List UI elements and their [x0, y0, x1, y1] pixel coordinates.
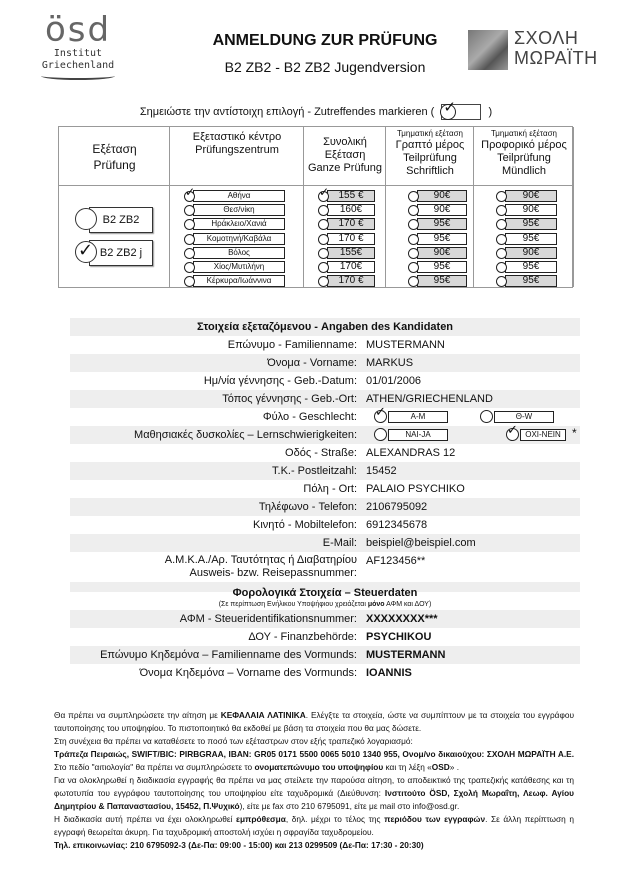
center-option[interactable]: Θεσ/νίκη	[193, 204, 285, 216]
written-exam-price-option[interactable]: 90€	[417, 204, 467, 216]
field-label: Οδός - Straße:	[285, 447, 357, 459]
center-option[interactable]: Αθήνα	[193, 190, 285, 202]
text-bold: ονοματεπώνυμο του υποψηφίου	[254, 762, 384, 772]
text-bold: εμπρόθεσμα	[236, 814, 286, 824]
field-guardian-surname	[70, 646, 580, 664]
tax-note-part2: ΑΦΜ και ΔΟΥ)	[384, 601, 432, 608]
field-city	[70, 480, 580, 498]
oral-exam-price-option[interactable]: 95€	[505, 218, 557, 230]
field-firstname	[70, 354, 580, 372]
field-label-line1: Α.Μ.Κ.Α./Αρ. Ταυτότητας ή Διαβατηρίου	[164, 554, 357, 566]
header-divider	[59, 185, 572, 186]
field-phone	[70, 498, 580, 516]
header-oral-line1: Τμηματική εξέταση	[491, 129, 557, 138]
footer-contact-phones	[54, 839, 574, 852]
field-label: Όνομα - Vorname:	[267, 357, 357, 369]
field-value[interactable]: ATHEN/GRIECHENLAND	[366, 393, 493, 405]
written-exam-price-option[interactable]: 90€	[417, 247, 467, 259]
field-gender	[70, 404, 580, 426]
check-icon: ✓	[507, 422, 518, 437]
written-exam-price-radio[interactable]	[408, 262, 419, 273]
example-checkbox	[441, 99, 481, 120]
field-label: Όνομα Κηδεμόνα – Vorname des Vormunds:	[139, 667, 357, 679]
footer-paragraph-3	[54, 748, 574, 774]
osd-logo	[38, 12, 118, 84]
full-exam-price-option[interactable]: 170 €	[327, 275, 375, 287]
field-street	[70, 444, 580, 462]
learning-yes-option[interactable]: NAI-JA	[388, 429, 448, 441]
center-option[interactable]: Βόλος	[193, 247, 285, 259]
oral-exam-price-radio[interactable]	[496, 191, 507, 202]
field-label: Πόλη - Ort:	[303, 483, 357, 495]
written-exam-price-option[interactable]: 95€	[417, 218, 467, 230]
gender-male-option[interactable]: A-M	[388, 411, 448, 423]
field-tax-office	[70, 628, 580, 646]
center-option[interactable]: Χίος/Μυτιλήνη	[193, 261, 285, 273]
text: » .	[449, 762, 460, 772]
text: , δηλ. μέχρι το τέλος της	[285, 814, 385, 824]
osd-logo-line2: Griechenland	[41, 60, 115, 71]
moraitis-logo-image	[468, 30, 508, 70]
tax-note-part1: (Σε περίπτωση Ενήλικου Υποψήφιου χρειάζεται	[218, 601, 368, 608]
field-email	[70, 534, 580, 552]
form-title: ANMELDUNG ZUR PRÜFUNG	[212, 32, 438, 49]
footer-paragraph-5	[54, 813, 574, 839]
field-value[interactable]: MUSTERMANN	[366, 649, 446, 661]
written-exam-price-option[interactable]: 95€	[417, 275, 467, 287]
field-value[interactable]: PSYCHIKOU	[366, 631, 432, 643]
oral-exam-price-option[interactable]: 90€	[505, 190, 557, 202]
moraitis-logo-line2: ΜΩΡΑΪΤΗ	[514, 48, 598, 68]
text-bold: ΚΕΦΑΛΑΙΑ ΛΑΤΙΝΙΚΑ	[220, 710, 306, 720]
field-value[interactable]: 2106795092	[366, 501, 428, 513]
field-value[interactable]: MARKUS	[366, 357, 414, 369]
oral-exam-price-option[interactable]: 95€	[505, 261, 557, 273]
center-option[interactable]: Ηράκλειο/Χανιά	[193, 218, 285, 230]
oral-exam-price-option[interactable]: 95€	[505, 233, 557, 245]
text: ), είτε με fax στο 210 6795091, είτε με mail στο info@osd.gr.	[239, 801, 460, 811]
field-mobile	[70, 516, 580, 534]
field-learning-difficulties	[70, 422, 580, 444]
field-label	[165, 554, 357, 580]
full-exam-price-radio[interactable]	[318, 234, 329, 245]
form-subtitle: B2 ZB2 - B2 ZB2 Jugendversion	[224, 59, 426, 75]
header-written-line2: Γραπτό μέρος	[395, 139, 465, 151]
written-exam-price-option[interactable]: 95€	[417, 233, 467, 245]
header-written-line3: Teilprüfung	[403, 152, 457, 164]
header-full	[304, 127, 386, 185]
full-exam-price-option[interactable]: 170 €	[327, 218, 375, 230]
field-value[interactable]: beispiel@beispiel.com	[366, 537, 476, 549]
footer-paragraph-4	[54, 774, 574, 813]
header-full-line3: Ganze Prüfung	[308, 162, 382, 174]
written-exam-price-radio[interactable]	[408, 234, 419, 245]
header-oral-line4: Mündlich	[501, 165, 547, 177]
field-value[interactable]: 6912345678	[366, 519, 428, 531]
full-exam-price-option[interactable]: 155€	[327, 247, 375, 259]
text-bold: περιόδου των εγγραφών	[384, 814, 486, 824]
header-written	[386, 127, 474, 185]
field-value[interactable]: ALEXANDRAS 12	[366, 447, 456, 459]
text-bold: OSD	[431, 762, 450, 772]
text: Η διαδικασία αυτή πρέπει να έχει ολοκληρωθεί	[54, 814, 237, 824]
text: Για να ολοκληρωθεί η διαδικασία εγγραφής θα πρέπει να μας στείλετε την παρούσα αίτηση, το αποδεικτικό της τραπεζικής κατάθεσης και τη φωτοτυπία του εγγράφου ταυτοποίησης του υποψηφίου είτε ταχυδρομικά (Διεύθυνση:	[54, 775, 574, 798]
field-label: Μαθησιακές δυσκολίες – Lernschwierigkeiten:	[134, 429, 357, 441]
bank-details: Τράπεζα Πειραιώς, SWIFT/BIC: PIRBGRAA, IBAN: GR05 0171 5500 0065 5010 1340 955, Ονομ/νο δικαιούχου: ΣΧΟΛΗ ΜΩΡΑΪΤΗ Α.Ε.	[54, 749, 574, 759]
footer-paragraph-1	[54, 709, 574, 735]
tax-section-title: Φορολογικά Στοιχεία – Steuerdaten	[232, 587, 418, 599]
header-oral-line2: Προφορικό μέρος	[481, 139, 567, 151]
field-birthdate	[70, 372, 580, 390]
field-value[interactable]: MUSTERMANN	[366, 339, 445, 351]
header-full-line1: Συνολική	[323, 136, 367, 148]
osd-logo-mark: ösd	[44, 10, 112, 50]
moraitis-logo-text	[514, 28, 598, 68]
text: Θα πρέπει να συμπληρώσετε την αίτηση με	[54, 710, 221, 720]
tax-section-note	[70, 600, 580, 610]
oral-exam-price-radio[interactable]	[496, 234, 507, 245]
full-exam-price-radio[interactable]	[318, 185, 330, 202]
instruction-close: )	[488, 105, 493, 118]
learning-no-radio[interactable]	[506, 422, 519, 441]
written-exam-price-option[interactable]: 90€	[417, 190, 467, 202]
field-label: Επώνυμο Κηδεμόνα – Familienname des Vormunds:	[100, 649, 357, 661]
full-exam-price-option[interactable]: 160€	[327, 204, 375, 216]
postal-address: Ινστιτούτο ÖSD, Σχολή Μωραΐτη, Λεωφ. Αγίου Δημητρίου & Παπαναστασίου, 15452, Π.Ψυχικό	[54, 788, 574, 811]
check-icon: ✓	[319, 185, 330, 199]
header-oral	[474, 127, 574, 185]
oral-exam-price-radio[interactable]	[496, 248, 507, 259]
oral-exam-price-option[interactable]: 90€	[505, 204, 557, 216]
exam-option-radio[interactable]	[75, 208, 97, 230]
header-written-line4: Schriftlich	[406, 165, 454, 177]
osd-logo-swoosh	[41, 72, 115, 80]
field-label: Κινητό - Mobiltelefon:	[252, 519, 357, 531]
moraitis-logo-line1: ΣΧΟΛΗ	[514, 28, 579, 48]
field-label: ΑΦΜ - Steueridentifikationsnummer:	[179, 613, 357, 625]
center-option[interactable]: Κέρκυρα/Ιωάννινα	[193, 275, 285, 287]
oral-exam-price-option[interactable]: 95€	[505, 275, 557, 287]
field-guardian-firstname	[70, 664, 580, 682]
header-exam	[59, 127, 170, 185]
header-center	[170, 127, 304, 185]
field-value[interactable]: PALAIO PSYCHIKO	[366, 483, 465, 495]
oral-exam-price-radio[interactable]	[496, 262, 507, 273]
field-birthplace	[70, 390, 580, 408]
text: Στο πεδίο "αιτιολογία" θα πρέπει να συμπληρώσετε το	[54, 762, 255, 772]
tax-section	[70, 586, 580, 682]
field-label: Φύλο - Geschlecht:	[262, 411, 357, 423]
text: και τη λέξη «	[383, 762, 432, 772]
field-label-line2: Ausweis- bzw. Reisepassnummer:	[189, 567, 357, 579]
gender-male-radio[interactable]	[374, 404, 387, 423]
center-radio[interactable]	[184, 262, 195, 273]
text: . Σε άλλη περίπτωση η εγγραφή θεωρείται άκυρη. Για ταχυδρομική αποστολή ισχύει η σφραγίδα ταχυδρομείου.	[54, 814, 574, 837]
candidate-section-title: Στοιχεία εξεταζόμενου - Angaben des Kandidaten	[70, 318, 580, 336]
field-postcode	[70, 462, 580, 480]
field-label: Επώνυμο - Familienname:	[227, 339, 357, 351]
text: . Ελέγξτε τα στοιχεία, ώστε να συμπίπτουν με τα στοιχεία του εγγράφου ταυτοποίησης του υποψηφίου. Το πιστοποιητικό θα εκδοθεί με βάση τα στοιχεία που θα μας δώσετε.	[54, 710, 574, 733]
center-option[interactable]: Κομοτηνή/Καβάλα	[193, 233, 285, 245]
moraitis-logo	[468, 28, 618, 72]
written-exam-price-radio[interactable]	[408, 191, 419, 202]
center-radio[interactable]	[184, 234, 195, 245]
field-label: Τόπος γέννησης - Geb.-Ort:	[222, 393, 357, 405]
header-center-gr: Εξεταστικό κέντρο	[192, 131, 282, 143]
field-label: Τηλέφωνο - Telefon:	[258, 501, 357, 513]
check-icon: ✓	[375, 404, 386, 419]
form-title-block	[180, 30, 470, 78]
field-surname	[70, 336, 580, 354]
field-tax-id	[70, 610, 580, 628]
written-exam-price-radio[interactable]	[408, 248, 419, 259]
field-label: ΔΟΥ - Finanzbehörde:	[248, 631, 357, 643]
check-icon: ✓	[78, 240, 94, 260]
check-icon: ✓	[443, 99, 456, 116]
learning-no-option[interactable]: OXI-NEIN	[520, 429, 566, 441]
candidate-section	[70, 318, 580, 592]
check-icon: ✓	[185, 185, 196, 199]
header-exam-de: Prüfung	[93, 158, 136, 172]
header-center-de: Prüfungszentrum	[195, 144, 279, 156]
footer-paragraph-2: Στη συνέχεια θα πρέπει να καταθέσετε το ποσό των εξέταστρων στον εξής τραπεζικό λογαριασμό:	[54, 736, 413, 746]
field-label: E-Mail:	[322, 537, 357, 549]
osd-logo-line1: Institut	[53, 48, 103, 59]
full-exam-price-option[interactable]: 170€	[327, 261, 375, 273]
header-oral-line3: Teilprüfung	[497, 152, 551, 164]
header-full-line2: Εξέταση	[324, 149, 366, 161]
exam-option-box[interactable]: B2 ZB2	[89, 207, 153, 233]
full-exam-price-option[interactable]: 170 €	[327, 233, 375, 245]
full-exam-price-radio[interactable]	[318, 262, 329, 273]
oral-exam-price-option[interactable]: 90€	[505, 247, 557, 259]
instruction-text: Σημειώστε την αντίστοιχη επιλογή - Zutreffendes markieren (	[139, 105, 435, 118]
field-value[interactable]: 15452	[366, 465, 397, 477]
marking-instruction	[0, 99, 632, 120]
header-exam-gr: Εξέταση	[92, 142, 137, 156]
written-exam-price-option[interactable]: 95€	[417, 261, 467, 273]
field-label: Ημ/νία γέννησης - Geb.-Datum:	[203, 375, 357, 387]
full-exam-price-option[interactable]: 155 €	[327, 190, 375, 202]
field-value[interactable]: XXXXXXXX***	[366, 613, 438, 625]
learning-yes-radio[interactable]	[374, 428, 387, 441]
exam-option-radio[interactable]	[75, 241, 97, 263]
center-radio[interactable]	[184, 185, 196, 202]
header-written-line1: Τμηματική εξέταση	[397, 129, 463, 138]
field-id-number	[70, 552, 580, 582]
exam-selection-table	[58, 126, 573, 288]
instructions-footer	[54, 709, 574, 852]
exam-option-box[interactable]: B2 ZB2 j	[89, 240, 153, 266]
center-radio[interactable]	[184, 248, 195, 259]
field-value[interactable]: AF123456**	[366, 555, 426, 567]
gender-female-option[interactable]: Θ-W	[494, 411, 554, 423]
tax-note-bold: μόνο	[367, 601, 385, 608]
full-exam-price-radio[interactable]	[318, 248, 329, 259]
footnote-asterisk: *	[572, 426, 577, 440]
field-value[interactable]: 01/01/2006	[366, 375, 422, 387]
field-value[interactable]: IOANNIS	[366, 667, 412, 679]
field-label: T.K.- Postleitzahl:	[272, 465, 357, 477]
contact-phones: Τηλ. επικοινωνίας: 210 6795092-3 (Δε-Πα: 09:00 - 15:00) και 213 0299509 (Δε-Πα: 17:30 - 20:30)	[54, 840, 424, 850]
gender-female-radio[interactable]	[480, 410, 493, 423]
